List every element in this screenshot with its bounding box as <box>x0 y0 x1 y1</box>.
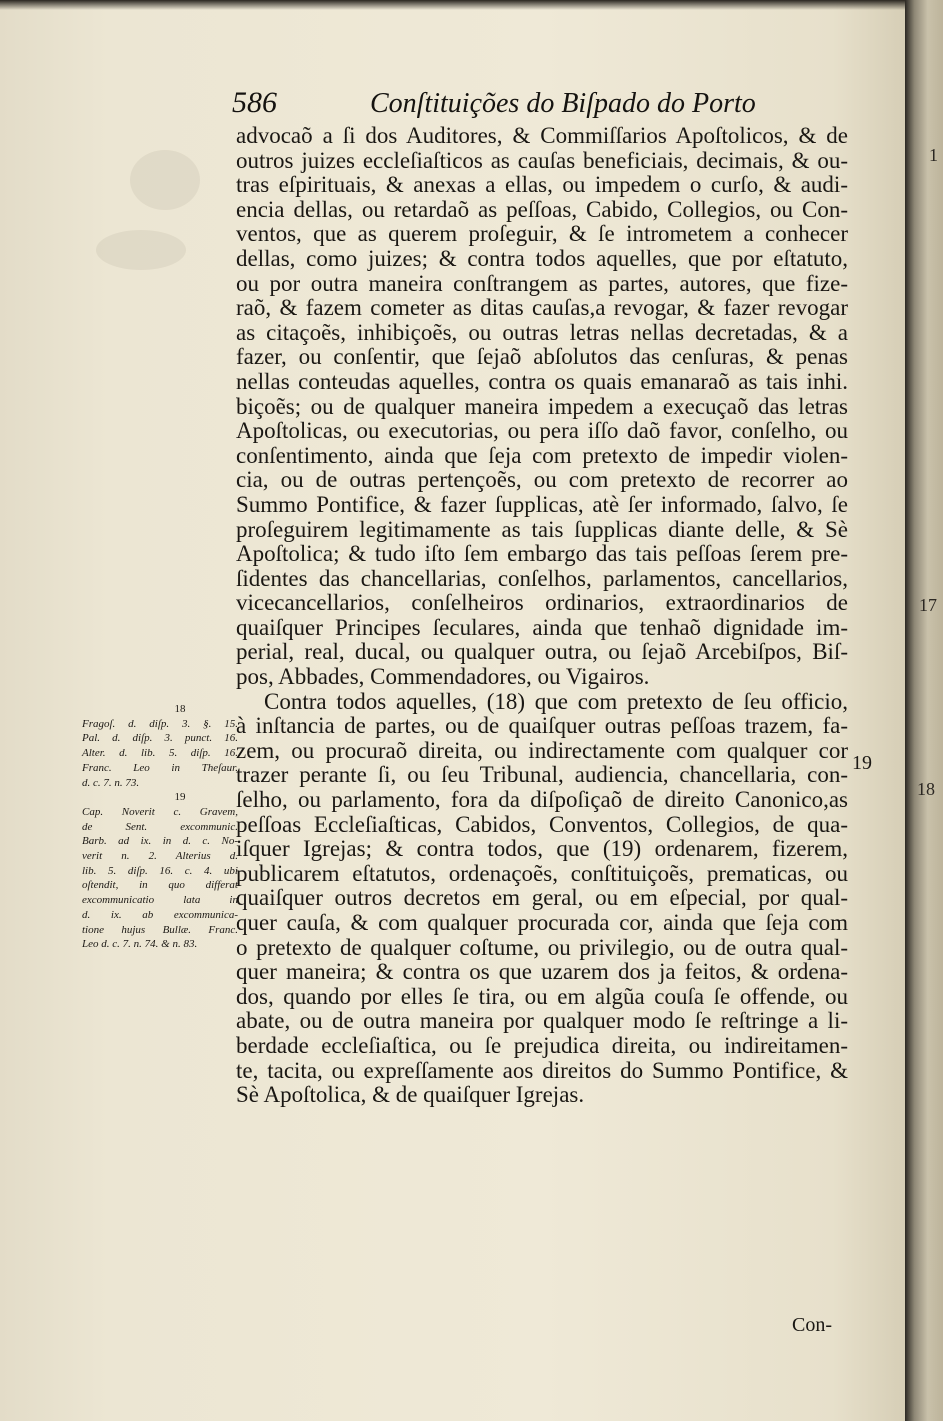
page-header <box>232 86 852 126</box>
note-line: Cap. Noverit c. Gravem, <box>82 805 238 818</box>
page-number: 586 <box>232 86 277 119</box>
note-line: tione hujus Bullæ. Franc. <box>82 923 238 936</box>
text-line: dellas, como juizes; & contra todos aquelles, que por eſtatuto, <box>236 245 848 271</box>
facing-page-edge <box>905 0 943 1421</box>
text-line: berdade eccleſiaſtica, ou ſe prejudica direita, ou indireitamen- <box>236 1032 848 1058</box>
text-line: peſſoas Eccleſiaſticas, Cabidos, Conventos, Collegios, de qua- <box>236 811 848 837</box>
text-line: quer cauſa, & com qualquer procurada cor, ainda que ſeja com <box>236 910 848 935</box>
text-line: dos, quando por elles ſe tira, ou em algũa couſa ſe offende, ou <box>236 983 848 1009</box>
note-line: Pal. d. diſp. 3. punct. 16. <box>82 732 238 745</box>
text-line: quer maneira; & contra os que uzarem dos ja feitos, & ordena- <box>236 959 848 985</box>
note-line: oſtendit, in quo differat <box>82 879 238 892</box>
text-line: nellas conteudas aquelles, contra os quais emanaraõ as tais inhi. <box>236 368 848 394</box>
text-line: as citaçoẽs, inhibiçoẽs, ou outras letras nellas decretadas, & a <box>236 319 848 345</box>
text-line: tras eſpirituais, & anexas a ellas, ou impedem o curſo, & audi- <box>236 172 848 198</box>
marginal-notes <box>82 702 238 952</box>
text-line: trazer perante ſi, ou ſeu Tribunal, audiencia, chancellaria, con- <box>236 762 848 788</box>
text-line: ventos, que as querem proſeguir, & ſe intrometem a conhecer <box>236 221 848 247</box>
note-number-19: 19 <box>174 791 186 804</box>
facing-page-glyph: 18 <box>917 779 935 799</box>
catchword: Con- <box>792 1314 832 1336</box>
text-line: te, tacita, ou expreſſamente aos direitos do Summo Pontifice, & <box>236 1057 848 1083</box>
facing-page-glyph: 1 <box>929 145 938 165</box>
text-line: Summo Pontifice, & fazer ſupplicas, atè ſer informado, ſalvo, ſe <box>236 491 848 517</box>
text-line: proſeguirem legitimamente as tais ſupplicas diante delle, & Sè <box>236 516 848 542</box>
text-line: perial, real, ducal, ou qualquer outra, ou ſejaõ Arcebiſpos, Biſ- <box>236 639 848 665</box>
note-number-18: 18 <box>174 703 186 715</box>
text-line: quaiſquer Principes ſeculares, ainda que tenhaõ dignidade im- <box>236 614 848 640</box>
text-line: iſquer Igrejas; & contra todos, que (19) ordenarem, fizerem, <box>236 836 848 862</box>
text-line: raõ, & fazem cometer as ditas cauſas,a revogar, & fazer revogar <box>236 295 848 321</box>
text-line: pos, Abbades, Commendadores, ou Vigairos. <box>236 664 650 690</box>
note-line: excommunicatio lata in <box>82 894 238 907</box>
margin-marker-19: 19 <box>852 752 872 774</box>
text-line: conſentimento, ainda que ſeja com pretexto de impedir violen- <box>236 442 848 468</box>
text-line: vicecancellarios, conſelheiros ordinarios, extraordinarios de <box>236 590 848 616</box>
text-line: cia, ou de outras pertençoẽs, ou com pretexto de recorrer ao <box>236 467 848 493</box>
text-line: abate, ou de outra maneira por qualquer modo ſe reſtringe a li- <box>236 1008 848 1034</box>
note-line: d. ix. ab excommunica- <box>82 908 238 921</box>
note-line: lib. 5. diſp. 16. c. 4. ubi <box>82 864 238 877</box>
text-line: o pretexto de qualquer coſtume, ou privilegio, ou de outra qual- <box>236 934 848 960</box>
note-line: Fragoſ. d. diſp. 3. §. 15. <box>82 717 238 730</box>
text-line: biçoẽs; ou de qualquer maneira impedem a execuçaõ das letras <box>236 393 848 419</box>
running-head: Conſtituições do Biſpado do Porto <box>370 88 756 119</box>
note-line: d. c. 7. n. 73. <box>82 776 140 789</box>
text-line: outros juizes eccleſiaſticos as cauſas beneficiais, decimais, & ou- <box>236 147 848 173</box>
text-line: ſelho, ou parlamento, fora da diſpoſiçaõ de direito Canonico,as <box>236 787 848 813</box>
note-line: Leo d. c. 7. n. 74. & n. 83. <box>82 938 198 951</box>
note-line: Barb. ad ix. in d. c. No- <box>82 835 238 848</box>
note-line: Franc. Leo in Theſaur. <box>82 761 238 774</box>
foxing-stain <box>96 230 186 270</box>
text-line: quaiſquer outros decretos em geral, ou em eſpecial, por qual- <box>236 885 848 911</box>
text-line: publicarem eſtatutos, ordenaçoẽs, conſtituiçoẽs, prematicas, ou <box>236 860 848 886</box>
paragraph-start-line: Contra todos aquelles, (18) que com pretexto de ſeu officio, <box>264 688 848 714</box>
text-line: à inſtancia de partes, ou de quaiſquer outras peſſoas trazem, fa- <box>236 713 848 739</box>
note-line: verit n. 2. Alterius d. <box>82 850 238 863</box>
text-line: zem, ou procuraõ direita, ou indirectamente com qualquer cor <box>236 737 848 763</box>
text-line: fazer, ou conſentir, que ſejaõ abſolutos das cenſuras, & penas <box>236 344 848 370</box>
text-line: Apoſtolica; & tudo iſto ſem embargo das tais peſſoas ſerem pre- <box>236 541 848 567</box>
text-line: advocaõ a ſi dos Auditores, & Commiſſarios Apoſtolicos, & de <box>236 123 848 148</box>
text-line: Sè Apoſtolica, & de quaiſquer Igrejas. <box>236 1082 585 1108</box>
text-line: Apoſtolicas, ou executorias, ou pera iſſo daõ favor, conſelho, ou <box>236 418 848 444</box>
body-text <box>236 124 848 1108</box>
note-line: Alter. d. lib. 5. diſp. 16. <box>82 747 238 760</box>
text-line: encia dellas, ou retardaõ as peſſoas, Cabido, Collegios, ou Con- <box>236 196 848 222</box>
text-line: ou por outra maneira conſtrangem as partes, autores, que fize- <box>236 270 848 296</box>
note-line: de Sent. excommunic. <box>82 820 238 833</box>
facing-page-glyph: 17 <box>919 595 937 615</box>
foxing-stain <box>130 150 200 210</box>
text-line: ſidentes das chancellarias, conſelhos, parlamentos, cancellarios, <box>236 565 848 591</box>
